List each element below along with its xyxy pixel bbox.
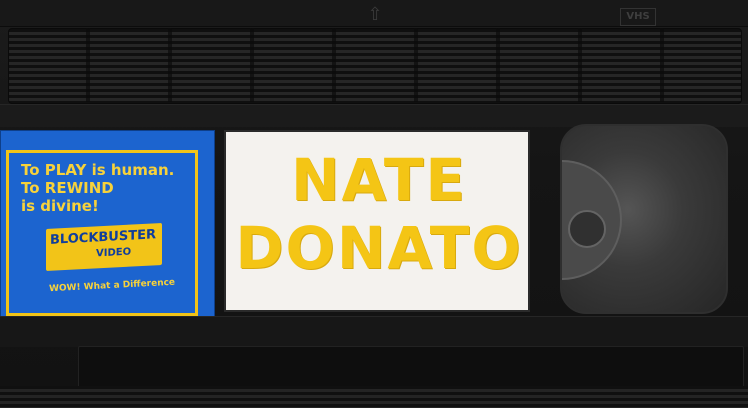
cassette-label (224, 130, 530, 312)
sticker-line-3: is divine! (21, 197, 99, 215)
brand-sub: VIDEO (96, 246, 132, 260)
tape-window (560, 124, 728, 314)
spool-hub (568, 210, 606, 248)
bottom-ledge (0, 316, 748, 347)
bottom-grille (0, 386, 748, 408)
sticker-line-1: To PLAY is human. (21, 161, 175, 179)
blockbuster-logo (46, 223, 162, 271)
brand-name: BLOCKBUSTER (50, 227, 156, 248)
tape-spool (562, 160, 622, 280)
sticker-line-2: To REWIND (21, 179, 114, 197)
arrow-up-icon: ⇧ (367, 4, 383, 25)
vhs-logo: VHS (620, 8, 656, 26)
label-line-2: DONATO (235, 214, 523, 282)
blockbuster-sticker (0, 130, 215, 324)
sticker-border (6, 150, 198, 316)
brand-tagline: WOW! What a Difference (48, 277, 176, 295)
label-line-1: NATE (290, 146, 468, 214)
bottom-slot (78, 346, 744, 388)
grille-ribs (8, 28, 740, 102)
